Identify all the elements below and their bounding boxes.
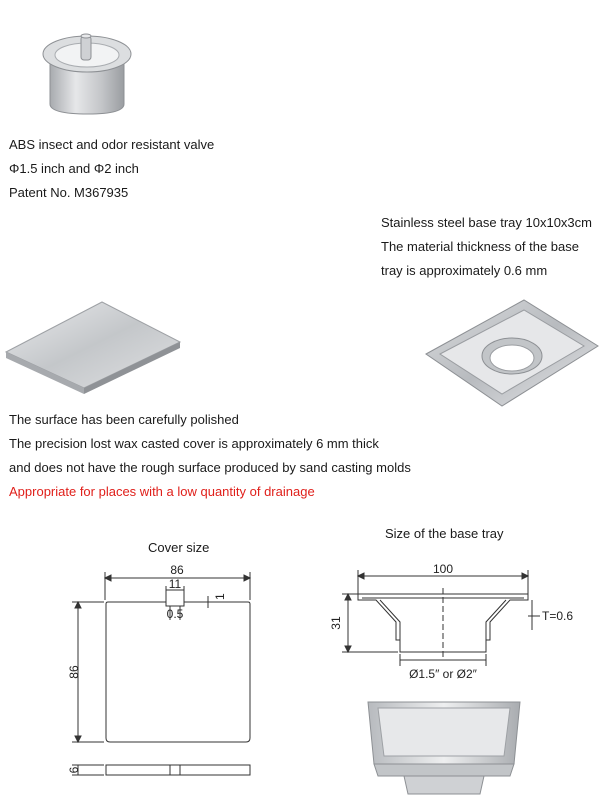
valve-description: [9, 133, 214, 205]
cover-line-2: The precision lost wax casted cover is approximately 6 mm thick: [9, 436, 379, 451]
outlet-diameter-label: Ø1.5″ or Ø2″: [409, 667, 477, 681]
notch-depth-label: 1: [213, 593, 227, 600]
valve-image: [36, 22, 146, 122]
tray-width-label: 100: [432, 562, 454, 576]
base-tray-image: [424, 296, 600, 410]
cover-width-label: 86: [170, 563, 184, 577]
notch-width-label: 11: [168, 577, 182, 591]
cover-size-caption: Cover size: [148, 540, 210, 555]
tray-line-2: The material thickness of the base: [381, 239, 579, 254]
cover-size-drawing: [60, 560, 260, 790]
tray-size-drawing: [320, 560, 580, 690]
cover-line-3: and does not have the rough surface produced by sand casting molds: [9, 460, 411, 475]
tray-size-caption: Size of the base tray: [385, 526, 504, 541]
drainage-highlight: Appropriate for places with a low quantity of drainage: [9, 484, 315, 499]
valve-line-1: ABS insect and odor resistant valve: [9, 137, 215, 152]
tray-line-1: Stainless steel base tray 10x10x3cm: [381, 215, 592, 230]
valve-line-2: Φ1.5 inch and Φ2 inch: [9, 161, 139, 176]
cover-thickness-label: 6: [67, 766, 81, 774]
cover-line-1: The surface has been carefully polished: [9, 412, 239, 427]
cover-description: [9, 408, 411, 504]
cover-plate-image: [4, 300, 184, 390]
tray-description: [381, 211, 592, 283]
tray-line-3: tray is approximately 0.6 mm: [381, 263, 548, 278]
assembled-drain-image: [354, 690, 534, 800]
cover-height-label: 86: [67, 665, 81, 679]
valve-line-3: Patent No. M367935: [9, 185, 129, 200]
tray-height-label: 31: [329, 616, 343, 630]
tray-thickness-label: T=0.6: [542, 609, 574, 623]
gap-label: 0.5: [166, 607, 184, 621]
